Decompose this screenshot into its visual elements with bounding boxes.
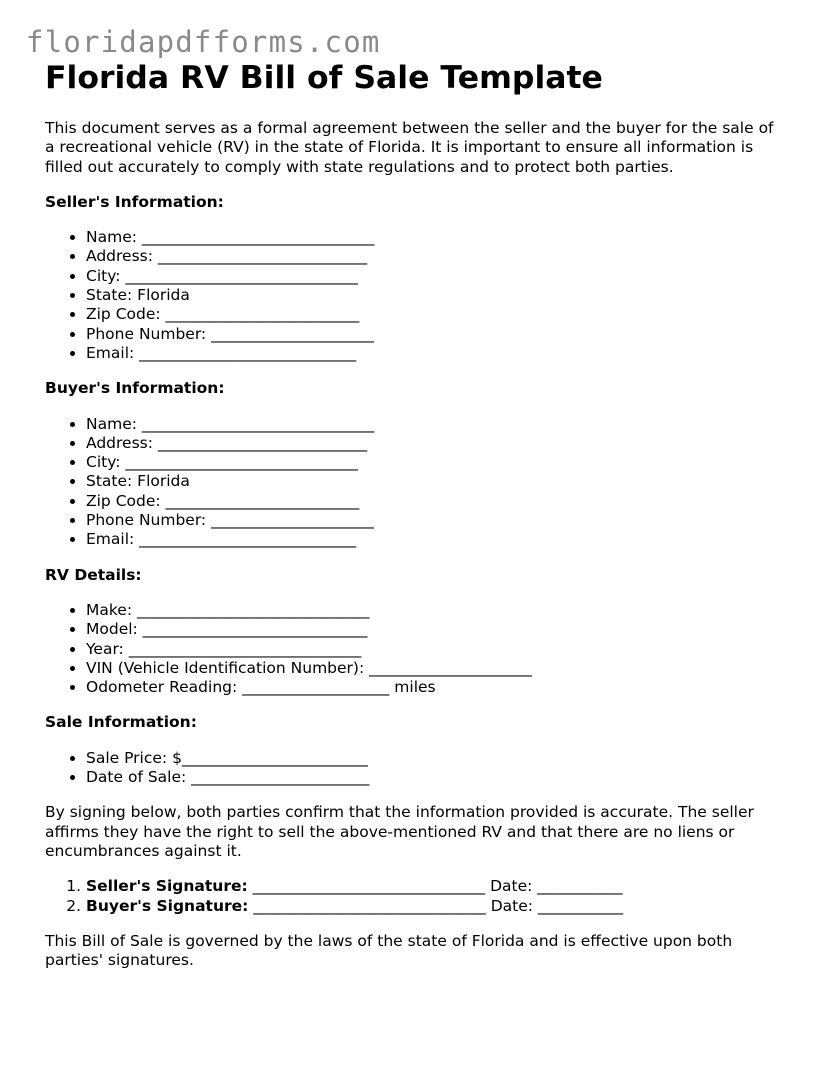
- buyer-name-field: • Name: ______________________________: [86, 415, 785, 434]
- seller-field-list: [45, 228, 785, 363]
- affirmation-paragraph: By signing below, both parties confirm that the information provided is accurate. The seller affirms they have the right to sell the above-mentioned RV and that there are no liens or encumbrances against it.: [45, 803, 754, 860]
- rv-field-list: [45, 601, 785, 697]
- sale-info-heading: Sale Information:: [45, 713, 197, 732]
- rv-odometer-field: • Odometer Reading: ___________________ miles: [86, 678, 785, 697]
- buyer-zip-field: • Zip Code: _________________________: [86, 492, 785, 511]
- buyer-address-field: • Address: ___________________________: [86, 434, 785, 453]
- sale-price-field: • Sale Price: $________________________: [86, 749, 785, 768]
- seller-signature-line: ______________________________ Date: ___________: [252, 877, 623, 896]
- buyer-email-field: • Email: ____________________________: [86, 530, 785, 549]
- buyer-state-field: • State: Florida: [86, 472, 785, 491]
- site-watermark: floridapdfforms.com: [26, 25, 381, 59]
- document-body: [45, 57, 785, 970]
- seller-state-field: • State: Florida: [86, 286, 785, 305]
- rv-vin-field: • VIN (Vehicle Identification Number): _____________________: [86, 659, 785, 678]
- rv-model-field: • Model: _____________________________: [86, 620, 785, 639]
- sale-date-field: • Date of Sale: _______________________: [86, 768, 785, 787]
- seller-email-field: • Email: ____________________________: [86, 344, 785, 363]
- rv-make-field: • Make: ______________________________: [86, 601, 785, 620]
- seller-address-field: • Address: ___________________________: [86, 247, 785, 266]
- buyer-signature-label: Buyer's Signature:: [86, 896, 249, 915]
- seller-signature-label: Seller's Signature:: [86, 877, 248, 896]
- rv-details-heading: RV Details:: [45, 565, 142, 584]
- buyer-heading: Buyer's Information:: [45, 379, 225, 398]
- buyer-field-list: [45, 415, 785, 550]
- signature-list: [45, 877, 785, 916]
- buyer-signature-line: ______________________________ Date: ___________: [253, 896, 624, 915]
- page-title: Florida RV Bill of Sale Template: [45, 60, 603, 96]
- closing-paragraph: This Bill of Sale is governed by the laws of the state of Florida and is effective upon both parties' signatures.: [45, 931, 733, 970]
- seller-signature-item: [86, 877, 785, 896]
- seller-zip-field: • Zip Code: _________________________: [86, 305, 785, 324]
- seller-city-field: • City: ______________________________: [86, 267, 785, 286]
- seller-name-field: • Name: ______________________________: [86, 228, 785, 247]
- rv-year-field: • Year: ______________________________: [86, 640, 785, 659]
- buyer-signature-item: [86, 897, 785, 916]
- seller-heading: Seller's Information:: [45, 192, 224, 211]
- buyer-city-field: • City: ______________________________: [86, 453, 785, 472]
- intro-paragraph: This document serves as a formal agreement between the seller and the buyer for the sale of a recreational vehicle (RV) in the state of Florida. It is important to ensure all information is filled out accurately to comply with state regulations and to protect both parties.: [45, 119, 774, 176]
- buyer-phone-field: • Phone Number: _____________________: [86, 511, 785, 530]
- sale-field-list: [45, 749, 785, 788]
- seller-phone-field: • Phone Number: _____________________: [86, 325, 785, 344]
